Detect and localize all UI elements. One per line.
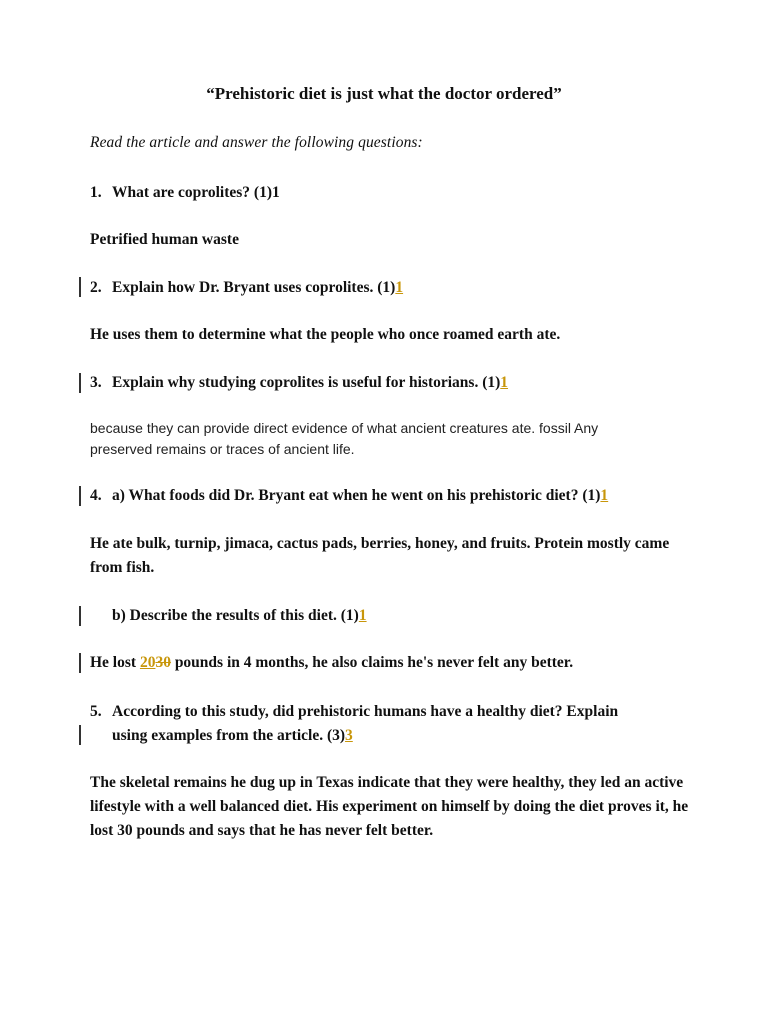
question-mark: 1	[395, 279, 404, 296]
question-number: 2.	[90, 279, 102, 296]
instructions: Read the article and answer the following questions:	[90, 134, 423, 151]
deleted-text: 30	[155, 654, 171, 671]
answer-prefix: He lost	[90, 654, 140, 671]
question-text-line2-wrap	[90, 724, 690, 748]
question-2	[90, 276, 403, 300]
question-number: 4.	[90, 487, 102, 504]
question-text-line2: using examples from the article. (3)	[112, 727, 346, 744]
question-4b	[112, 604, 367, 628]
change-bar	[79, 277, 81, 297]
question-mark: 1	[600, 487, 609, 504]
question-text: Explain why studying coprolites is useful for historians. (1)	[112, 374, 501, 391]
question-4a	[90, 484, 608, 508]
answer-1: Petrified human waste	[90, 231, 239, 248]
answer-3: because they can provide direct evidence of what ancient creatures ate. fossil Any preserved remains or traces of ancient life.	[90, 420, 599, 457]
question-text: b) Describe the results of this diet. (1)	[112, 607, 359, 624]
change-bar	[79, 725, 81, 745]
question-mark: 1	[500, 374, 509, 391]
question-text: Explain how Dr. Bryant uses coprolites. (1)	[112, 279, 396, 296]
question-mark: 1	[272, 184, 280, 201]
answer-4b	[90, 651, 690, 675]
answer-4a: He ate bulk, turnip, jimaca, cactus pads, berries, honey, and fruits. Protein mostly came from fish.	[90, 535, 670, 576]
question-text-line1: According to this study, did prehistoric humans have a healthy diet? Explain	[112, 703, 619, 720]
question-5	[90, 700, 690, 748]
question-text: What are coprolites? (1)	[112, 184, 272, 201]
question-mark: 1	[358, 607, 367, 624]
change-bar	[79, 373, 81, 393]
question-number: 1.	[90, 184, 102, 201]
question-number: 3.	[90, 374, 102, 391]
document-title: “Prehistoric diet is just what the doctor ordered”	[206, 84, 562, 103]
change-bar	[79, 653, 81, 673]
question-number: 5.	[90, 703, 102, 720]
inserted-text: 20	[139, 654, 156, 671]
question-text: a) What foods did Dr. Bryant eat when he went on his prehistoric diet? (1)	[112, 487, 601, 504]
answer-5: The skeletal remains he dug up in Texas indicate that they were healthy, they led an active lifestyle with a well balanced diet. His experiment on himself by doing the diet proves it, he lost 30 pounds and says that he has never felt better.	[90, 774, 689, 839]
change-bar	[79, 606, 81, 626]
question-1	[90, 181, 280, 205]
change-bar	[79, 486, 81, 506]
question-mark: 3	[345, 727, 353, 744]
question-3	[90, 371, 508, 395]
answer-suffix: pounds in 4 months, he also claims he's never felt any better.	[170, 654, 574, 671]
answer-2: He uses them to determine what the people who once roamed earth ate.	[90, 326, 561, 343]
